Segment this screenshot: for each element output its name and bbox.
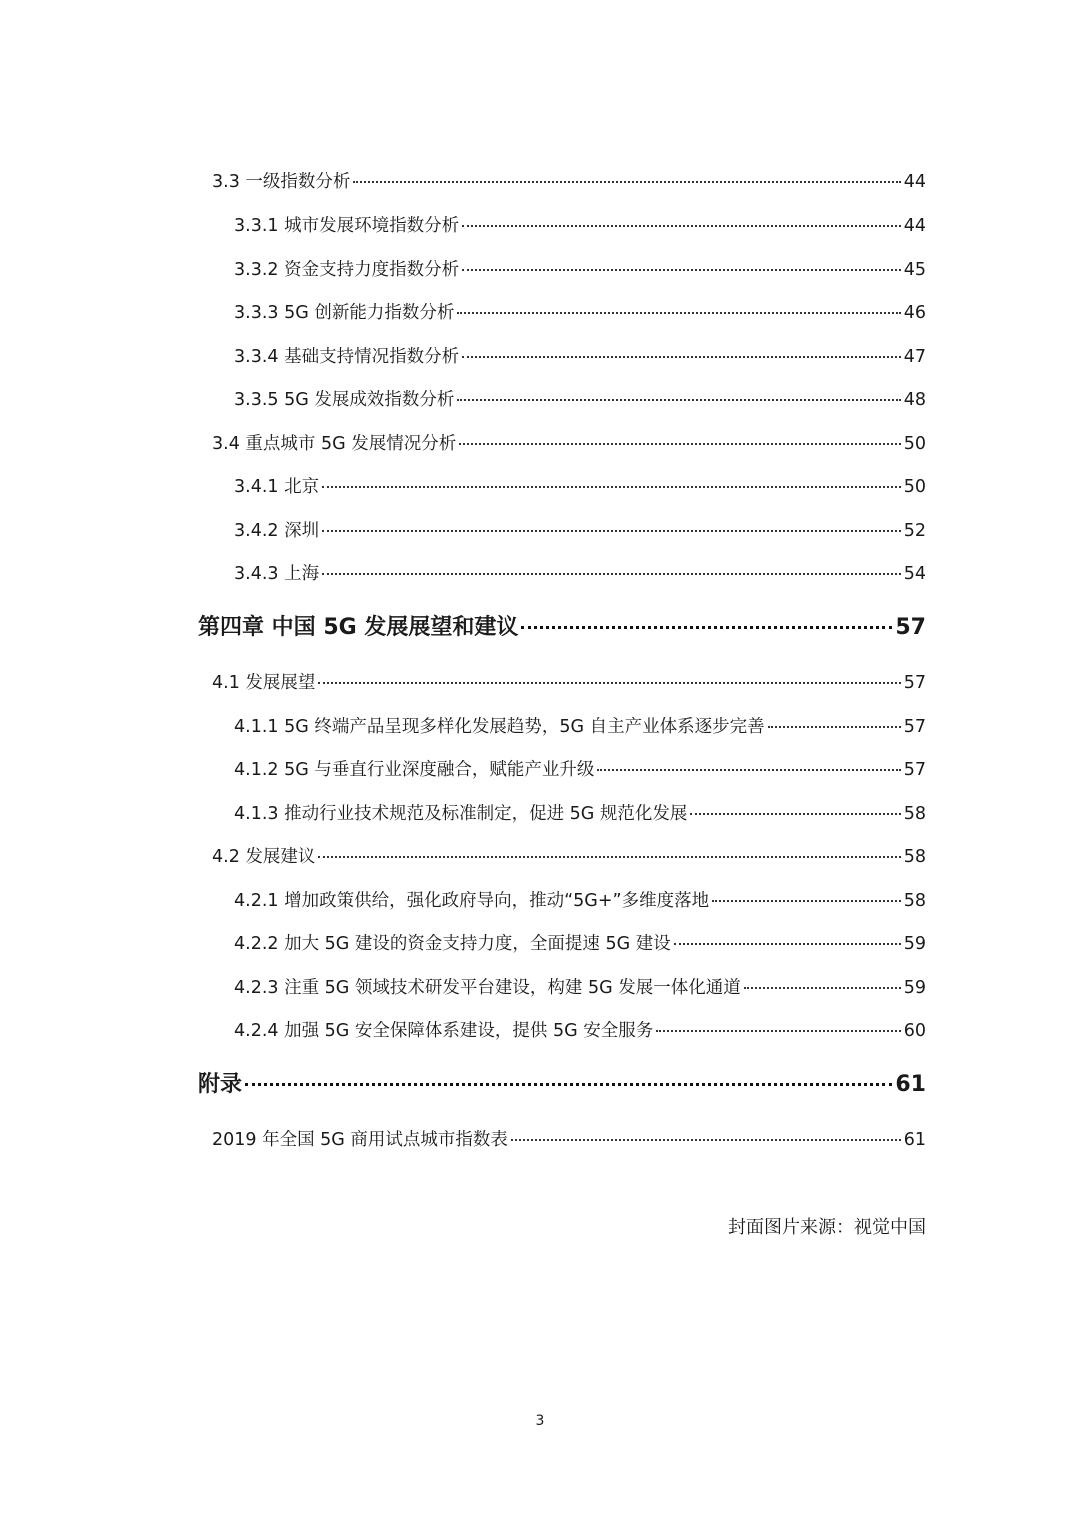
toc-entry-title: 3.3.4 基础支持情况指数分析 <box>234 347 460 367</box>
toc-entry-page: 54 <box>903 564 926 584</box>
dot-leader <box>459 443 901 445</box>
dot-leader <box>768 726 901 728</box>
dot-leader <box>674 943 901 945</box>
toc-entry-page: 57 <box>903 717 926 737</box>
toc-entry-4-1-2[interactable] <box>234 758 926 782</box>
toc-entry-title: 3.3.2 资金支持力度指数分析 <box>234 260 460 280</box>
toc-entry-page: 58 <box>903 847 926 867</box>
toc-entry-title: 3.3 一级指数分析 <box>212 172 351 192</box>
toc-chapter-title: 附录 <box>198 1072 243 1097</box>
toc-entry-page: 58 <box>903 804 926 824</box>
toc-entry-4-2[interactable] <box>212 845 926 869</box>
dot-leader <box>318 682 900 684</box>
toc-entry-3-3-1[interactable] <box>234 214 926 238</box>
toc-entry-title: 4.1.3 推动行业技术规范及标准制定，促进 5G 规范化发展 <box>234 804 688 824</box>
toc-entry-page: 50 <box>903 477 926 497</box>
toc-entry-4-2-2[interactable] <box>234 932 926 956</box>
toc-entry-page: 48 <box>903 390 926 410</box>
toc-entry-page: 45 <box>903 260 926 280</box>
toc-entry-page: 61 <box>903 1130 926 1150</box>
toc-entry-title: 4.2.1 增加政策供给，强化政府导向，推动“5G+”多维度落地 <box>234 891 710 911</box>
dot-leader <box>597 769 900 771</box>
toc-entry-3-3-4[interactable] <box>234 345 926 369</box>
toc-entry-title: 3.3.3 5G 创新能力指数分析 <box>234 303 455 323</box>
toc-entry-3-4-1[interactable] <box>234 475 926 499</box>
toc-entry-page: 44 <box>903 216 926 236</box>
toc-entry-4-1[interactable] <box>212 671 926 695</box>
toc-entry-4-1-3[interactable] <box>234 802 926 826</box>
toc-entry-title: 4.2.2 加大 5G 建设的资金支持力度，全面提速 5G 建设 <box>234 934 671 954</box>
dot-leader <box>318 856 900 858</box>
toc-entry-title: 4.2 发展建议 <box>212 847 316 867</box>
dot-leader <box>322 486 901 488</box>
toc-chapter-page: 57 <box>895 615 926 640</box>
toc-appendix[interactable] <box>198 1070 926 1100</box>
dot-leader <box>322 573 901 575</box>
toc-entry-title: 3.4 重点城市 5G 发展情况分析 <box>212 434 457 454</box>
toc-entry-page: 58 <box>903 891 926 911</box>
toc-entry-page: 46 <box>903 303 926 323</box>
toc-entry-4-2-1[interactable] <box>234 889 926 913</box>
toc-entry-3-3[interactable] <box>212 170 926 194</box>
toc-entry-3-4[interactable] <box>212 432 926 456</box>
toc-entry-title: 2019 年全国 5G 商用试点城市指数表 <box>212 1130 508 1150</box>
toc-entry-page: 59 <box>903 934 926 954</box>
toc-entry-title: 3.3.1 城市发展环境指数分析 <box>234 216 460 236</box>
toc-entry-4-2-3[interactable] <box>234 976 926 1000</box>
toc-entry-4-1-1[interactable] <box>234 715 926 739</box>
toc-chapter-page: 61 <box>895 1072 926 1097</box>
dot-leader <box>462 356 901 358</box>
toc-entry-page: 44 <box>903 172 926 192</box>
toc-entry-title: 4.2.4 加强 5G 安全保障体系建设，提供 5G 安全服务 <box>234 1021 654 1041</box>
dot-leader <box>245 1083 892 1086</box>
toc-entry-page: 57 <box>903 673 926 693</box>
dot-leader <box>744 987 901 989</box>
dot-leader <box>690 813 900 815</box>
dot-leader <box>511 1139 901 1141</box>
toc-entry-3-4-3[interactable] <box>234 562 926 586</box>
toc-entry-page: 60 <box>903 1021 926 1041</box>
toc-entry-title: 3.4.1 北京 <box>234 477 320 497</box>
dot-leader <box>462 225 901 227</box>
toc-entry-title: 4.2.3 注重 5G 领域技术研发平台建设，构建 5G 发展一体化通道 <box>234 978 741 998</box>
toc-chapter-4[interactable] <box>198 613 926 643</box>
dot-leader <box>322 530 901 532</box>
cover-image-credit: 封面图片来源：视觉中国 <box>728 1217 926 1238</box>
toc-entry-title: 3.3.5 5G 发展成效指数分析 <box>234 390 455 410</box>
toc-entry-4-2-4[interactable] <box>234 1019 926 1043</box>
toc-entry-title: 4.1 发展展望 <box>212 673 316 693</box>
toc-entry-3-3-2[interactable] <box>234 258 926 282</box>
page-number: 3 <box>535 1413 545 1429</box>
toc-entry-page: 52 <box>903 521 926 541</box>
toc-entry-3-4-2[interactable] <box>234 519 926 543</box>
dot-leader <box>462 269 901 271</box>
dot-leader <box>457 312 900 314</box>
toc-entry-title: 4.1.1 5G 终端产品呈现多样化发展趋势，5G 自主产业体系逐步完善 <box>234 717 765 737</box>
dot-leader <box>712 900 901 902</box>
toc-entry-3-3-5[interactable] <box>234 388 926 412</box>
dot-leader <box>521 626 892 629</box>
toc-entry-title: 3.4.2 深圳 <box>234 521 320 541</box>
toc-entry-title: 4.1.2 5G 与垂直行业深度融合，赋能产业升级 <box>234 760 595 780</box>
toc-entry-page: 50 <box>903 434 926 454</box>
toc-entry-3-3-3[interactable] <box>234 301 926 325</box>
dot-leader <box>353 181 900 183</box>
dot-leader <box>656 1030 900 1032</box>
toc-entry-page: 47 <box>903 347 926 367</box>
toc-entry-page: 59 <box>903 978 926 998</box>
dot-leader <box>457 399 900 401</box>
toc-entry-page: 57 <box>903 760 926 780</box>
toc-entry-title: 3.4.3 上海 <box>234 564 320 584</box>
toc-chapter-title: 第四章 中国 5G 发展展望和建议 <box>198 615 519 640</box>
toc-entry-appendix-index[interactable] <box>212 1128 926 1152</box>
